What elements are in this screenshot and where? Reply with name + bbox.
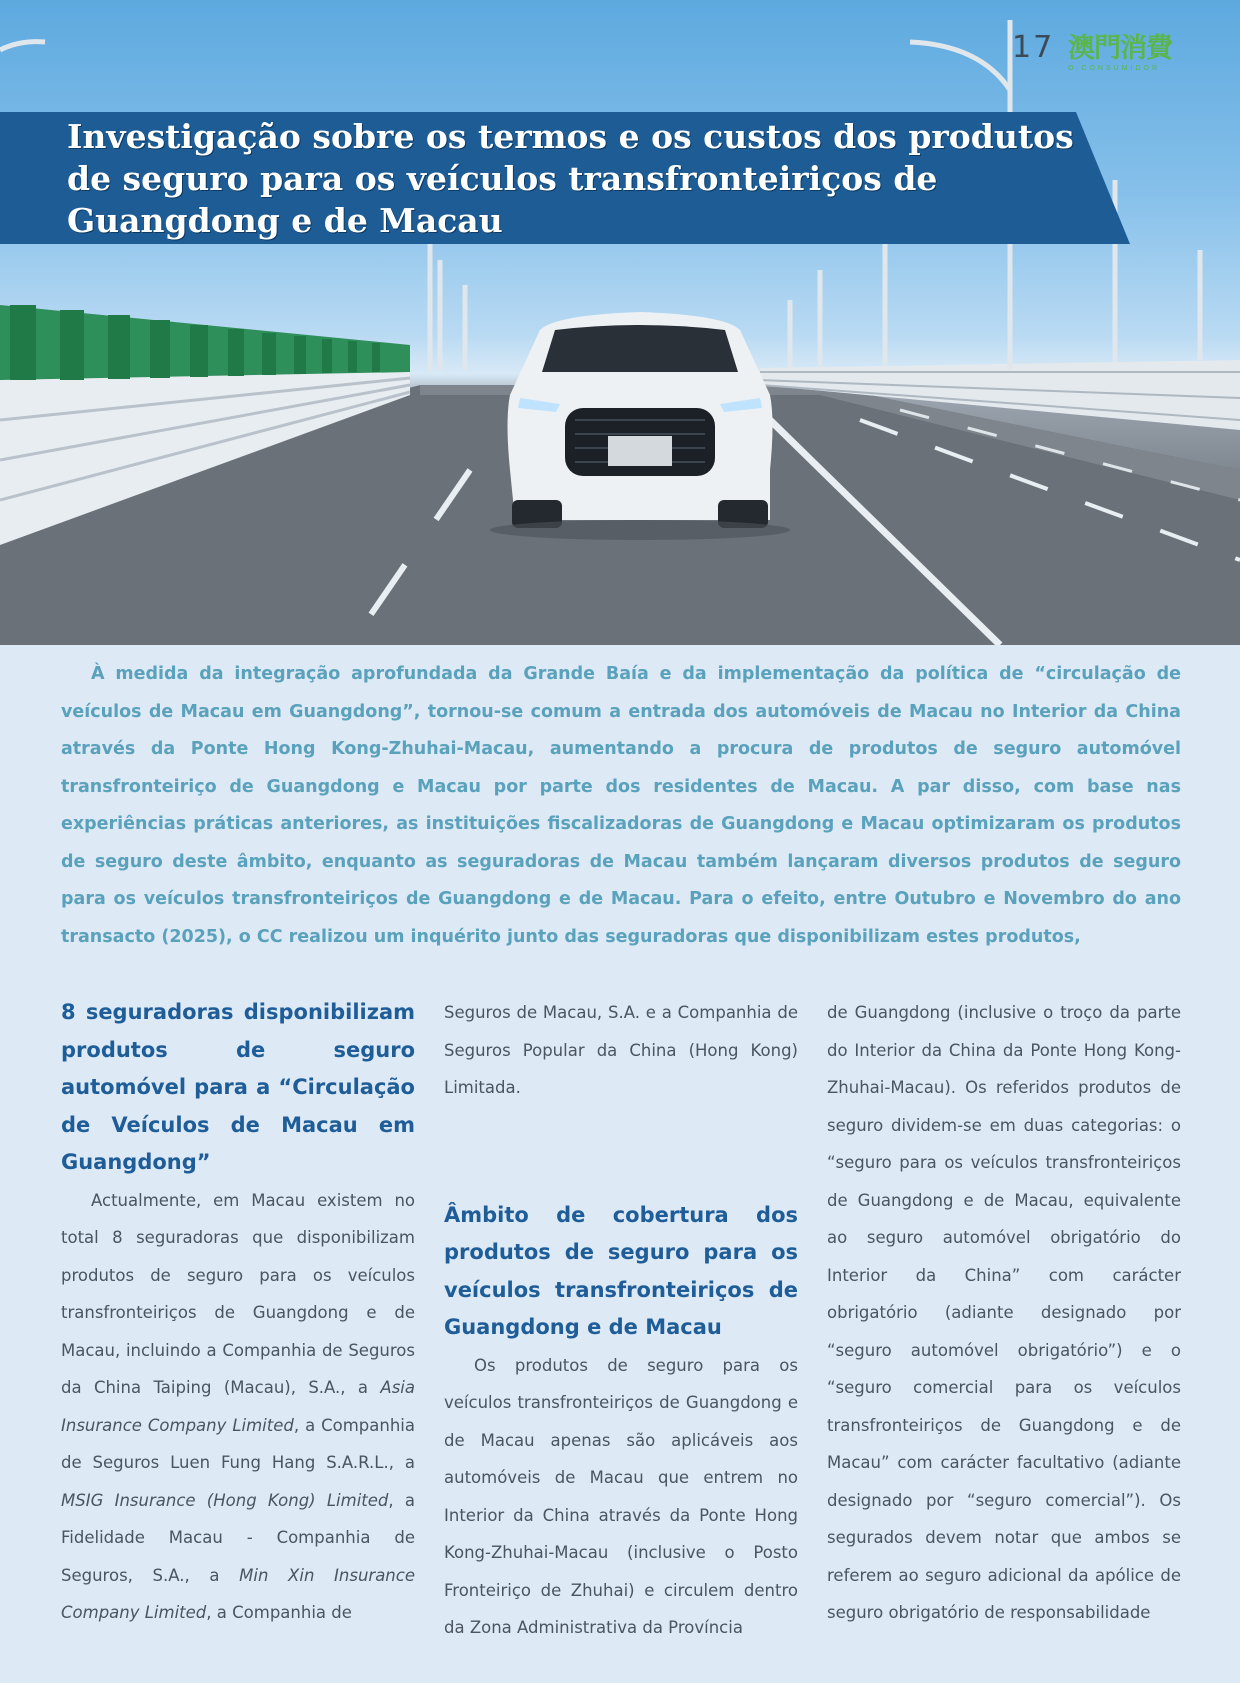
insurer-name: MSIG Insurance (Hong Kong) Limited	[61, 1490, 389, 1510]
insurer-name: Asia Insurance Company Limited	[61, 1378, 415, 1435]
bridge-car-photo	[0, 0, 1240, 645]
section2-heading-text: Âmbito de cobertura dos produtos de seguro para os veículos transfronteiriços de	[444, 1202, 798, 1302]
section1-text-c: , a Fidelidade Macau - Companhia de Seguros, S.A., a	[61, 1490, 415, 1585]
page-number: 17	[1012, 30, 1055, 65]
section1-text-b: , a Companhia de Seguros Luen Fung Hang S.A.R.L., a	[61, 1415, 416, 1472]
section1-paragraph	[61, 1182, 415, 1632]
magazine-logo	[1068, 34, 1186, 74]
logo-text: 澳門消費	[1068, 33, 1172, 64]
logo-subtext: O CONSUMIDOR	[1068, 65, 1160, 72]
section1-heading	[61, 994, 415, 1182]
section2-heading	[444, 1197, 798, 1347]
column-2	[444, 994, 798, 1647]
section2-paragraph-continued: de Guangdong (inclusive o troço da parte do Interior da China da Ponte Hong Kong-Zhuhai-Macau). Os referidos produtos de seguro dividem-se em duas categorias: o “seguro para os veículos transfronteiriços de Guangdong e de Macau, equivalente ao seguro automóvel obrigatório do Interior da China” com carácter obrigatório (adiante designado por “seguro automóvel obrigatório”) e o “seguro comercial para os veículos transfronteiriços de Guangdong e de Macau” com carácter facultativo (adiante designado por “seguro comercial”). Os segurados devem notar que ambos se referem ao seguro adicional da apólice de seguro obrigatório de responsabilidade	[827, 1003, 1181, 1622]
section1-heading-text: 8 seguradoras disponibilizam produtos de seguro automóvel para a “Circulação de Veículos de Macau em	[61, 1000, 415, 1137]
section1-text-d: , a Companhia de	[206, 1603, 352, 1622]
column-3	[827, 994, 1181, 1632]
section1-paragraph-continued: Seguros de Macau, S.A. e a Companhia de Seguros Popular da China (Hong Kong) Limitada.	[444, 1003, 798, 1097]
hero-image	[0, 0, 1240, 645]
article-intro: À medida da integração aprofundada da Grande Baía e da implementação da política de “circulação de veículos de Macau em Guangdong”, tornou-se comum a entrada dos automóveis de Macau no Interior da China através da Ponte Hong Kong-Zhuhai-Macau, aumentando a procura de produtos de seguro automóvel transfronteiriço de Guangdong e Macau por parte dos residentes de Macau. A par disso, com base nas experiências práticas anteriores, as instituições fiscalizadoras de Guangdong e Macau optimizaram os produtos de seguro deste âmbito, enquanto as seguradoras de Macau também lançaram diversos produtos de seguro para os veículos transfronteiriços de Guangdong e de Macau. Para o efeito, entre Outubro e Novembro do ano transacto (2025), o CC realizou um inquérito junto das seguradoras que disponibilizam estes produtos,	[61, 664, 1181, 947]
section1-heading-end: Guangdong”	[61, 1150, 211, 1174]
section1-text-a: Actualmente, em Macau existem no total 8 seguradoras que disponibilizam produtos de seguro para os veículos transfronteiriços de Guangdong e de Macau, incluindo a Companhia de Seguros da China Taiping (Macau), S.A., a	[61, 1190, 415, 1397]
insurer-name: Min Xin Insurance Company Limited	[61, 1565, 415, 1622]
article-title: Investigação sobre os termos e os custos dos produtos de seguro para os veículos transfronteiriços de Guangdong e de Macau	[67, 117, 1074, 240]
section2-paragraph: Os produtos de seguro para os veículos transfronteiriços de Guangdong e de Macau apenas são aplicáveis aos automóveis de Macau que entrem no Interior da China através da Ponte Hong Kong-Zhuhai-Macau (inclusive o Posto Fronteiriço de Zhuhai) e circulem dentro da Zona Administrativa da Província	[444, 1355, 798, 1637]
column-1	[61, 994, 415, 1632]
section2-heading-end: Guangdong e de Macau	[444, 1315, 722, 1339]
white-car	[490, 312, 790, 540]
